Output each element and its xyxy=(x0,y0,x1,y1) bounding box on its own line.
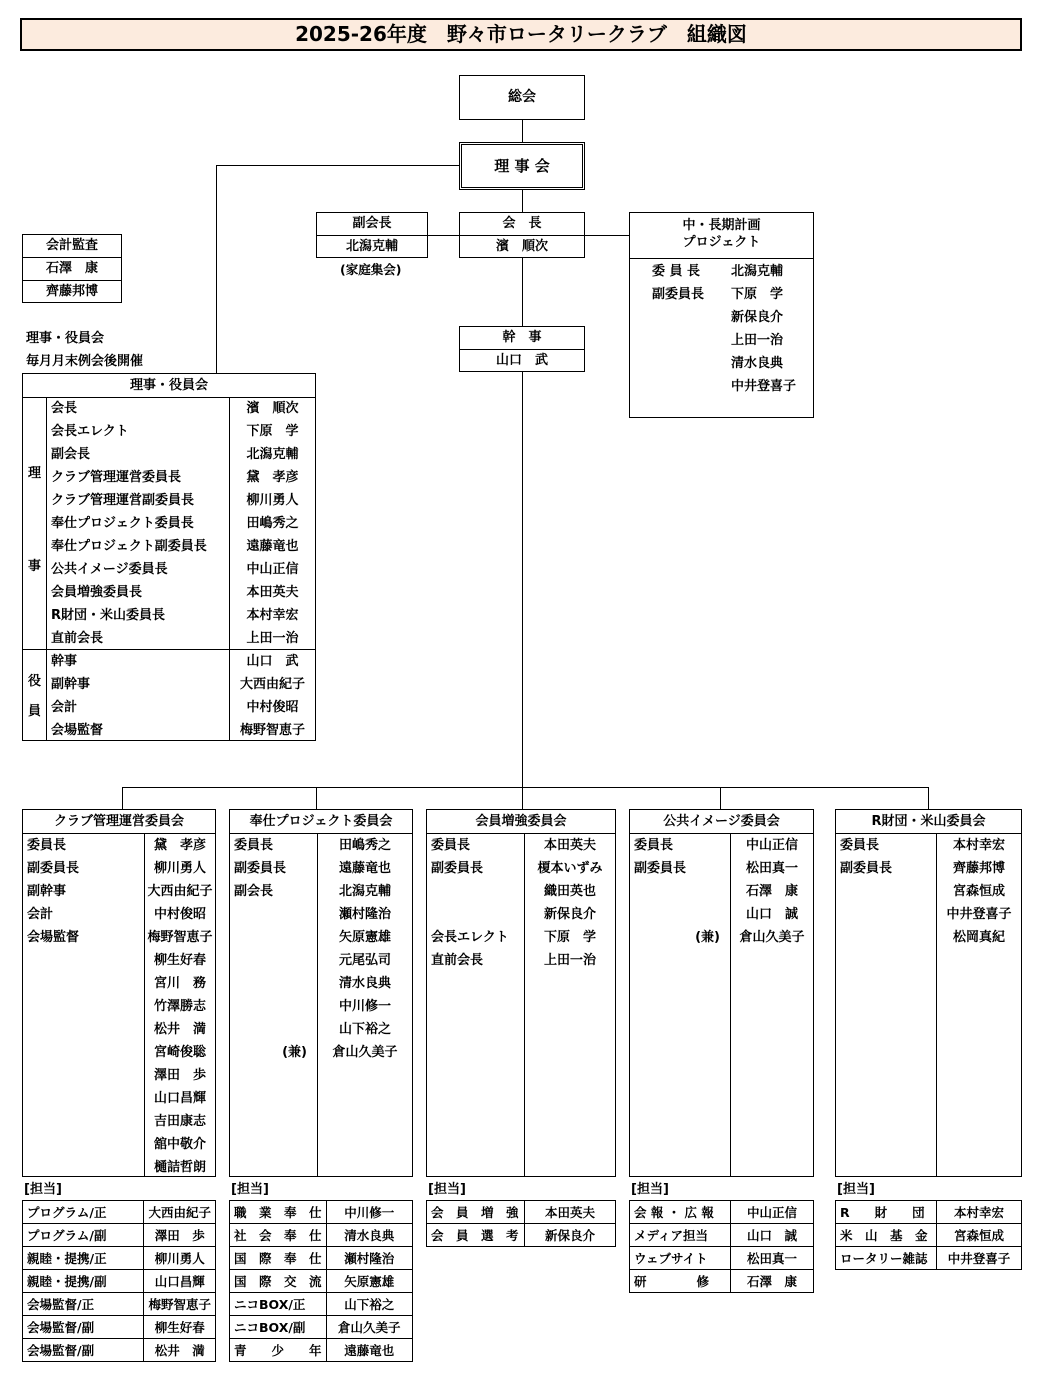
committee-title: 会員増強委員会 xyxy=(427,810,615,834)
assignment-person: 柳川勇人 xyxy=(144,1247,216,1270)
assignment-row xyxy=(23,1339,216,1362)
committee-role: 直前会長 xyxy=(431,953,484,968)
assignment-task: 青 少 年 xyxy=(230,1339,327,1362)
assignment-person: 矢原憲雄 xyxy=(326,1270,412,1293)
connector-line xyxy=(216,165,459,166)
assignment-task: 国 際 交 流 xyxy=(230,1270,327,1293)
committee-member: 柳川勇人 xyxy=(153,861,206,876)
committee-title: クラブ管理運営委員会 xyxy=(23,810,215,834)
committee-member: 黛 孝彦 xyxy=(153,838,206,853)
secretary-name: 山口 武 xyxy=(495,353,548,368)
family-meeting-note: (家庭集会) xyxy=(340,262,402,277)
assignment-row xyxy=(836,1224,1022,1247)
assignment-task: 会 報 ・ 広 報 xyxy=(630,1201,731,1224)
committee-member: 矢原憲雄 xyxy=(338,930,391,945)
connector-line xyxy=(316,787,317,809)
committee-member: 倉山久美子 xyxy=(739,930,805,945)
assignment-row xyxy=(23,1224,216,1247)
assignment-person: 本村幸宏 xyxy=(937,1201,1022,1224)
assignment-row xyxy=(230,1201,413,1224)
committee-role: 委員長 xyxy=(27,838,67,853)
committee-member: 梅野智恵子 xyxy=(147,930,213,945)
assignment-person: 大西由紀子 xyxy=(144,1201,216,1224)
assignment-task: ニコBOX/副 xyxy=(230,1316,327,1339)
tanto-label: [担当] xyxy=(631,1182,669,1197)
committee-member: 山下裕之 xyxy=(338,1022,391,1037)
assignment-task: 国 際 奉 仕 xyxy=(230,1247,327,1270)
committee-member: 大西由紀子 xyxy=(147,884,213,899)
committee-member: 瀬村隆治 xyxy=(338,907,391,922)
connector-line xyxy=(585,235,629,236)
long-term-plan-title-line2: プロジェクト xyxy=(682,235,761,250)
director-name: 柳川勇人 xyxy=(246,493,299,508)
assignment-task: 親睦・提携/正 xyxy=(23,1247,144,1270)
tanto-label: [担当] xyxy=(837,1182,875,1197)
plan-member: 下原 学 xyxy=(731,287,784,302)
director-role: 公共イメージ委員長 xyxy=(51,562,168,577)
assignment-row xyxy=(230,1293,413,1316)
committee-member: 宮川 務 xyxy=(153,976,206,991)
assignment-row xyxy=(427,1201,616,1224)
assignment-person: 柳生好春 xyxy=(144,1316,216,1339)
assignment-person: 澤田 歩 xyxy=(144,1224,216,1247)
committee-role: 会場監督 xyxy=(27,930,80,945)
officer-name: 中村俊昭 xyxy=(246,700,299,715)
officer-role: 会計 xyxy=(51,700,78,715)
committee-member: 田嶋秀之 xyxy=(338,838,391,853)
connector-line xyxy=(522,120,523,142)
directors-label-char: 事 xyxy=(28,559,42,574)
president-name: 濱 順次 xyxy=(495,239,548,254)
committee-box xyxy=(629,809,814,1177)
audit-member: 齊藤邦博 xyxy=(45,284,98,299)
committee-role: 委員長 xyxy=(431,838,471,853)
director-name: 下原 学 xyxy=(246,424,299,439)
assignment-task: 会場監督/正 xyxy=(23,1293,144,1316)
committee-box xyxy=(426,809,616,1177)
tanto-label: [担当] xyxy=(24,1182,62,1197)
committee-box xyxy=(229,809,413,1177)
assignment-row xyxy=(23,1316,216,1339)
vice-president-box xyxy=(316,212,428,258)
director-name: 田嶋秀之 xyxy=(246,516,299,531)
committee-member: 本田英夫 xyxy=(543,838,596,853)
president-role: 会 長 xyxy=(460,213,584,236)
assignment-row xyxy=(230,1339,413,1362)
committee-role: (兼) xyxy=(695,930,720,945)
meeting-note-line1: 理事・役員会 xyxy=(26,331,105,346)
committee-member: 榎本いずみ xyxy=(537,861,603,876)
committee-role: 委員長 xyxy=(234,838,274,853)
committee-member: 下原 学 xyxy=(543,930,596,945)
assignment-person: 倉山久美子 xyxy=(326,1316,412,1339)
committee-title: 奉仕プロジェクト委員会 xyxy=(230,810,412,834)
assignment-person: 宮森恒成 xyxy=(937,1224,1022,1247)
assignment-task: 米 山 基 金 xyxy=(836,1224,937,1247)
director-name: 本村幸宏 xyxy=(246,608,299,623)
committee-member: 澤田 歩 xyxy=(153,1068,206,1083)
officer-name: 山口 武 xyxy=(246,654,299,669)
directors-label-char: 理 xyxy=(28,466,42,481)
committee-member: 松岡真紀 xyxy=(952,930,1005,945)
assignment-table xyxy=(835,1200,1022,1270)
plan-member: 清水良典 xyxy=(731,356,784,371)
assignment-person: 松田真一 xyxy=(731,1247,814,1270)
assignment-person: 石澤 康 xyxy=(731,1270,814,1293)
committee-member: 新保良介 xyxy=(543,907,596,922)
director-role: 直前会長 xyxy=(51,631,104,646)
assignment-row xyxy=(836,1247,1022,1270)
committee-title: 公共イメージ委員会 xyxy=(630,810,813,834)
committee-role: 委員長 xyxy=(634,838,674,853)
assignment-task: 研 修 xyxy=(630,1270,731,1293)
assignment-task: プログラム/副 xyxy=(23,1224,144,1247)
director-role: 会長エレクト xyxy=(51,424,129,439)
officer-name: 大西由紀子 xyxy=(239,677,305,692)
assignment-table xyxy=(22,1200,216,1362)
committee-role: 副会長 xyxy=(234,884,274,899)
assignment-row xyxy=(630,1270,814,1293)
vice-president-name: 北潟克輔 xyxy=(345,239,398,254)
assignment-row xyxy=(23,1201,216,1224)
assignment-person: 遠藤竜也 xyxy=(326,1339,412,1362)
officer-name: 梅野智恵子 xyxy=(239,723,305,738)
officer-role: 会場監督 xyxy=(51,723,104,738)
assignment-row xyxy=(630,1247,814,1270)
board-officers-title: 理事・役員会 xyxy=(23,374,315,398)
assignment-person: 梅野智恵子 xyxy=(144,1293,216,1316)
assignment-task: メディア担当 xyxy=(630,1224,731,1247)
assignment-table xyxy=(426,1200,616,1247)
assignment-person: 本田英夫 xyxy=(525,1201,616,1224)
assignment-task: 職 業 奉 仕 xyxy=(230,1201,327,1224)
committee-member: 松井 満 xyxy=(153,1022,206,1037)
assignment-row xyxy=(23,1270,216,1293)
president-box xyxy=(459,212,585,258)
assignment-person: 瀬村隆治 xyxy=(326,1247,412,1270)
assignment-row xyxy=(230,1247,413,1270)
committee-role: 委員長 xyxy=(840,838,880,853)
director-role: 副会長 xyxy=(51,447,91,462)
vice-president-role: 副会長 xyxy=(317,213,427,236)
assignment-person: 新保良介 xyxy=(525,1224,616,1247)
assignment-task: 会 員 選 考 xyxy=(427,1224,525,1247)
committee-member: 中村俊昭 xyxy=(153,907,206,922)
assignment-row xyxy=(630,1201,814,1224)
committee-member: 中川修一 xyxy=(338,999,391,1014)
assignment-person: 山口 誠 xyxy=(731,1224,814,1247)
director-role: 奉仕プロジェクト委員長 xyxy=(51,516,194,531)
connector-line xyxy=(522,787,523,809)
plan-role: 委 員 長 xyxy=(652,264,701,279)
committee-member: 清水良典 xyxy=(338,976,391,991)
connector-line xyxy=(428,235,459,236)
committee-member: 松田真一 xyxy=(745,861,798,876)
committee-role: (兼) xyxy=(282,1045,307,1060)
connector-line xyxy=(720,787,721,809)
assignment-task: R 財 団 xyxy=(836,1201,937,1224)
committee-title: R財団・米山委員会 xyxy=(836,810,1021,834)
assignment-task: 社 会 奉 仕 xyxy=(230,1224,327,1247)
director-role: 会長 xyxy=(51,401,78,416)
assignment-task: 会 員 増 強 xyxy=(427,1201,525,1224)
assignment-task: 会場監督/副 xyxy=(23,1316,144,1339)
assignment-task: ウェブサイト xyxy=(630,1247,731,1270)
committee-member: 倉山久美子 xyxy=(332,1045,398,1060)
committee-member: 中山正信 xyxy=(745,838,798,853)
meeting-note-line2: 毎月月末例会後開催 xyxy=(26,354,144,369)
assignment-table xyxy=(229,1200,413,1362)
committee-member: 吉田康志 xyxy=(153,1114,206,1129)
plan-member: 新保良介 xyxy=(731,310,784,325)
long-term-plan-title-line1: 中・長期計画 xyxy=(682,218,761,233)
director-name: 北潟克輔 xyxy=(246,447,299,462)
committee-member: 上田一治 xyxy=(543,953,596,968)
connector-line xyxy=(522,258,523,326)
director-name: 黛 孝彦 xyxy=(246,470,299,485)
director-name: 遠藤竜也 xyxy=(246,539,299,554)
director-role: 奉仕プロジェクト副委員長 xyxy=(51,539,207,554)
committee-member: 竹澤勝志 xyxy=(153,999,206,1014)
assignment-row xyxy=(23,1293,216,1316)
officers-label-char: 員 xyxy=(28,704,42,719)
connector-line xyxy=(216,165,217,373)
tanto-label: [担当] xyxy=(428,1182,466,1197)
officer-role: 副幹事 xyxy=(51,677,91,692)
committee-member: 石澤 康 xyxy=(745,884,798,899)
connector-line xyxy=(522,190,523,212)
assignment-row xyxy=(836,1201,1022,1224)
assignment-person: 中井登喜子 xyxy=(937,1247,1022,1270)
assignment-row xyxy=(230,1316,413,1339)
assignment-task: 親睦・提携/副 xyxy=(23,1270,144,1293)
officers-label-char: 役 xyxy=(28,674,42,689)
committee-role: 副幹事 xyxy=(27,884,67,899)
director-role: 会員増強委員長 xyxy=(51,585,143,600)
page-title: 2025-26年度 野々市ロータリークラブ 組織図 xyxy=(20,18,1022,51)
secretary-box xyxy=(459,326,585,372)
plan-role: 副委員長 xyxy=(652,287,705,302)
plan-member: 上田一治 xyxy=(731,333,784,348)
long-term-plan-box xyxy=(629,212,814,418)
committee-box xyxy=(22,809,216,1177)
director-role: クラブ管理運営副委員長 xyxy=(51,493,195,508)
secretary-role: 幹 事 xyxy=(460,327,584,350)
committee-member: 北潟克輔 xyxy=(338,884,391,899)
assignment-row xyxy=(23,1247,216,1270)
committee-member: 遠藤竜也 xyxy=(338,861,391,876)
committee-member: 宮森恒成 xyxy=(952,884,1005,899)
assignment-task: 会場監督/副 xyxy=(23,1339,144,1362)
committee-member: 齊藤邦博 xyxy=(952,861,1005,876)
committee-role: 副委員長 xyxy=(234,861,287,876)
committee-role: 副委員長 xyxy=(27,861,80,876)
connector-line xyxy=(122,787,123,809)
assignment-task: ロータリー雑誌 xyxy=(836,1247,937,1270)
director-name: 本田英夫 xyxy=(246,585,299,600)
committee-role: 副委員長 xyxy=(634,861,687,876)
committee-role: 会長エレクト xyxy=(431,930,509,945)
tanto-label: [担当] xyxy=(231,1182,269,1197)
committee-member: 織田英也 xyxy=(543,884,596,899)
committee-member: 樋詰哲朗 xyxy=(153,1160,206,1175)
connector-line xyxy=(928,787,929,809)
director-role: クラブ管理運営委員長 xyxy=(51,470,182,485)
committee-role: 会計 xyxy=(27,907,54,922)
committee-member: 山口昌輝 xyxy=(153,1091,206,1106)
committee-member: 中井登喜子 xyxy=(946,907,1012,922)
officer-role: 幹事 xyxy=(51,654,78,669)
committee-role: 副委員長 xyxy=(431,861,484,876)
audit-member: 石澤 康 xyxy=(23,258,121,281)
assignment-person: 清水良典 xyxy=(326,1224,412,1247)
plan-member: 中井登喜子 xyxy=(731,379,797,394)
assignment-task: ニコBOX/正 xyxy=(230,1293,327,1316)
connector-line xyxy=(122,787,928,788)
assignment-row xyxy=(630,1224,814,1247)
director-name: 濱 順次 xyxy=(246,401,299,416)
assignment-task: プログラム/正 xyxy=(23,1201,144,1224)
general-assembly-box: 総会 xyxy=(459,75,585,120)
assignment-table xyxy=(629,1200,814,1293)
committee-member: 宮崎俊聡 xyxy=(153,1045,206,1060)
committee-member: 柳生好春 xyxy=(153,953,206,968)
assignment-person: 山口昌輝 xyxy=(144,1270,216,1293)
connector-line xyxy=(522,372,523,787)
assignment-person: 中川修一 xyxy=(326,1201,412,1224)
committee-role: 副委員長 xyxy=(840,861,893,876)
board-officers-table xyxy=(22,373,316,741)
assignment-row xyxy=(230,1270,413,1293)
assignment-row xyxy=(230,1224,413,1247)
director-name: 上田一治 xyxy=(246,631,299,646)
board-of-directors-box: 理 事 会 xyxy=(459,142,585,190)
committee-member: 山口 誠 xyxy=(745,907,798,922)
plan-member: 北潟克輔 xyxy=(731,264,784,279)
committee-member: 舘中敬介 xyxy=(153,1137,206,1152)
committee-member: 本村幸宏 xyxy=(952,838,1005,853)
audit-box xyxy=(22,234,122,303)
assignment-person: 松井 満 xyxy=(144,1339,216,1362)
assignment-person: 山下裕之 xyxy=(326,1293,412,1316)
committee-box xyxy=(835,809,1022,1177)
committee-member: 元尾弘司 xyxy=(338,953,391,968)
assignment-person: 中山正信 xyxy=(731,1201,814,1224)
audit-title: 会計監査 xyxy=(23,235,121,258)
director-role: R財団・米山委員長 xyxy=(51,608,166,623)
assignment-row xyxy=(427,1224,616,1247)
director-name: 中山正信 xyxy=(246,562,299,577)
